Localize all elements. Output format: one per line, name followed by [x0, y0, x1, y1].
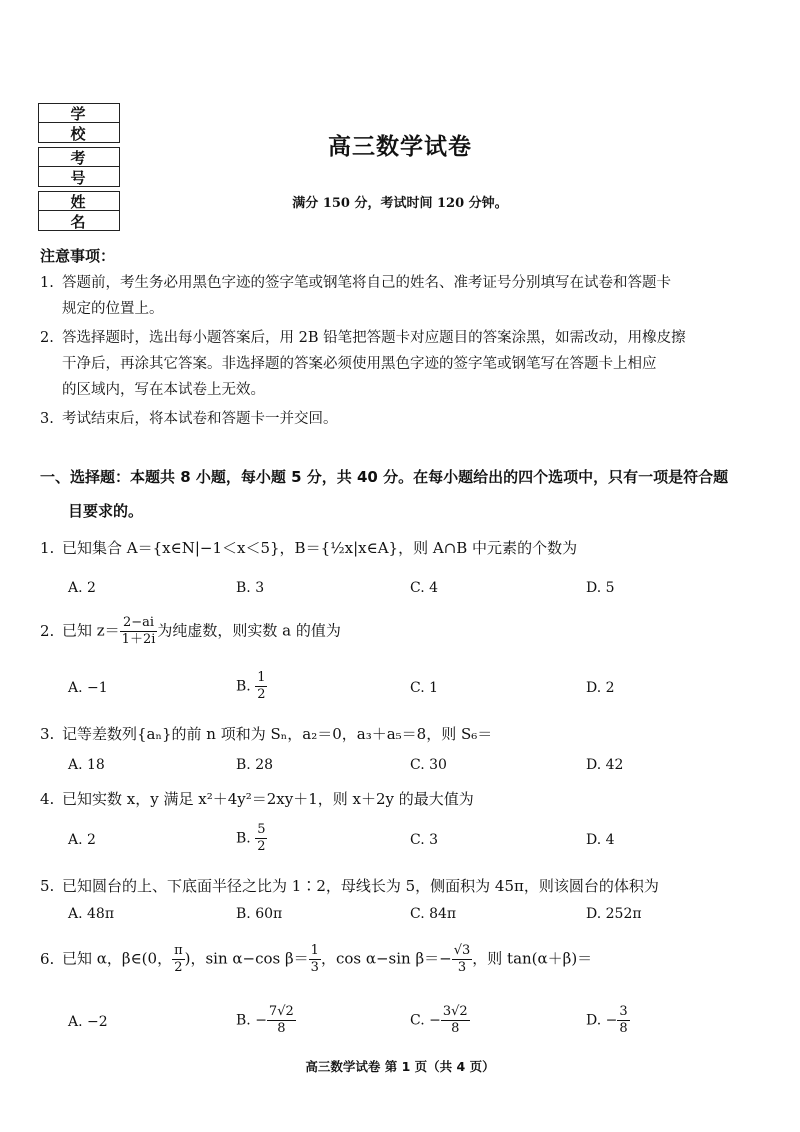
question-2: [40, 615, 760, 648]
fraction: [452, 943, 473, 976]
option-d[interactable]: D. 5: [586, 580, 615, 596]
option-a[interactable]: A. 18: [68, 757, 105, 773]
option-c[interactable]: C. 30: [410, 757, 447, 773]
fraction: [617, 1004, 629, 1037]
question-number: 6.: [40, 949, 55, 968]
fraction-numerator: 3√2: [442, 1004, 468, 1019]
option-c[interactable]: C. 1: [410, 680, 439, 696]
question-stem-part: ，则 tan(α＋β)＝: [472, 949, 593, 968]
notice-num: 2.: [40, 330, 54, 346]
option-b[interactable]: B. 28: [236, 757, 274, 773]
question-number: 4.: [40, 790, 55, 808]
options-4: [68, 822, 768, 862]
fraction-denominator: 3: [310, 960, 319, 975]
question-stem: 已知集合 A＝{x∈N|−1＜x＜5}，B＝{½x|x∈A}，则 A∩B 中元素的个数为: [62, 539, 578, 557]
fraction: [255, 670, 267, 703]
fraction-denominator: 2: [257, 687, 266, 702]
section-line: 目要求的。: [68, 502, 144, 520]
exam-number-label: 考 号: [38, 147, 120, 167]
option-c[interactable]: [410, 1004, 470, 1037]
options-2: [68, 670, 768, 710]
option-b[interactable]: B. 60π: [236, 906, 283, 922]
option-d-letter: D. −: [586, 1012, 618, 1029]
question-stem: 已知圆台的上、下底面半径之比为 1∶2，母线长为 5，侧面积为 45π，则该圆台的体积为: [62, 877, 659, 895]
option-b-letter: B.: [236, 678, 251, 695]
question-3: [40, 723, 760, 744]
section-heading: [40, 460, 760, 528]
notice-num: 1.: [40, 275, 54, 291]
question-1: [40, 537, 760, 558]
fraction-denominator: 8: [277, 1021, 286, 1036]
question-number: 5.: [40, 877, 55, 895]
fraction: [255, 822, 267, 855]
page-footer: 高三数学试卷 第 1 页（共 4 页）: [305, 1059, 495, 1074]
question-6: [40, 943, 760, 976]
option-b[interactable]: [236, 1004, 296, 1037]
page-title: 高三数学试卷: [328, 134, 472, 160]
notice-num: 3.: [40, 411, 54, 427]
question-number: 2.: [40, 621, 55, 640]
option-b-letter: B.: [236, 830, 251, 847]
option-a[interactable]: A. −2: [68, 1014, 108, 1030]
option-b[interactable]: [236, 822, 267, 855]
option-a[interactable]: A. 2: [68, 580, 96, 596]
option-c[interactable]: C. 84π: [410, 906, 457, 922]
option-b[interactable]: [236, 670, 267, 703]
option-d[interactable]: D. 2: [586, 680, 615, 696]
question-number: 1.: [40, 539, 55, 557]
notice-line: 规定的位置上。: [62, 301, 164, 317]
option-a[interactable]: A. −1: [68, 680, 108, 696]
fraction-numerator: 3: [619, 1004, 628, 1019]
notice-line: 答题前，考生务必用黑色字迹的签字笔或钢笔将自己的姓名、准考证号分别填写在试卷和答题卡: [62, 275, 671, 291]
question-5: [40, 875, 760, 896]
fraction: [120, 615, 158, 648]
fraction-numerator: 1: [257, 670, 266, 685]
notice-line: 答选择题时，选出每小题答案后，用 2B 铅笔把答题卡对应题目的答案涂黑，如需改动，用橡皮擦: [62, 330, 686, 346]
fraction-denominator: 2: [257, 839, 266, 854]
question-stem: 记等差数列{aₙ}的前 n 项和为 Sₙ，a₂＝0，a₃＋a₅＝8，则 S₆＝: [62, 725, 493, 743]
question-stem-part: 已知 α，β∈(0，: [62, 949, 173, 968]
exam-subtitle: 满分 150 分，考试时间 120 分钟。: [292, 196, 508, 211]
option-a[interactable]: A. 48π: [68, 906, 115, 922]
options-1: [68, 580, 768, 620]
notice-line: 考试结束后，将本试卷和答题卡一并交回。: [62, 411, 338, 427]
option-a[interactable]: A. 2: [68, 832, 96, 848]
question-stem-part: )，sin α−cos β＝: [184, 949, 309, 968]
question-stem-prefix: 已知 z＝: [62, 621, 120, 640]
option-c[interactable]: C. 4: [410, 580, 439, 596]
fraction: [441, 1004, 470, 1037]
fraction-numerator: 5: [257, 822, 266, 837]
question-stem-suffix: 为纯虚数，则实数 a 的值为: [157, 621, 341, 640]
option-d[interactable]: [586, 1004, 630, 1037]
question-stem-part: ，cos α−sin β＝−: [320, 949, 452, 968]
notice-item: [40, 325, 760, 403]
option-d[interactable]: D. 42: [586, 757, 624, 773]
question-number: 3.: [40, 725, 55, 743]
option-c-letter: C. −: [410, 1012, 441, 1029]
fraction: [267, 1004, 296, 1037]
fraction-denominator: 8: [451, 1021, 460, 1036]
fraction-denominator: 2: [174, 960, 183, 975]
fraction-denominator: 8: [619, 1021, 628, 1036]
option-d[interactable]: D. 4: [586, 832, 615, 848]
options-6: [68, 1004, 768, 1044]
name-label: 姓 名: [38, 191, 120, 211]
school-label: 学 校: [38, 103, 120, 123]
question-4: [40, 788, 760, 809]
fraction-denominator: 3: [457, 960, 467, 975]
section-line: 一、选择题：本题共 8 小题，每小题 5 分，共 40 分。在每小题给出的四个选项中，只有一项是符合题: [40, 468, 729, 486]
fraction: [309, 943, 321, 976]
question-stem: 已知实数 x，y 满足 x²＋4y²＝2xy＋1，则 x＋2y 的最大值为: [62, 790, 474, 808]
option-b[interactable]: B. 3: [236, 580, 265, 596]
notice-line: 干净后，再涂其它答案。非选择题的答案必须使用黑色字迹的签字笔或钢笔写在答题卡上相应: [62, 356, 657, 372]
fraction-numerator: 1: [310, 943, 319, 958]
option-d[interactable]: D. 252π: [586, 906, 642, 922]
student-info-box: [38, 103, 120, 235]
options-5: [68, 906, 768, 946]
notice-line: 的区域内，写在本试卷上无效。: [62, 382, 265, 398]
fraction-numerator: π: [174, 943, 183, 958]
fraction-denominator: 1＋2i: [121, 632, 156, 647]
notice-item: [40, 406, 760, 432]
option-c[interactable]: C. 3: [410, 832, 439, 848]
notice-heading: 注意事项：: [40, 247, 116, 265]
fraction-numerator: 7√2: [268, 1004, 294, 1019]
option-b-letter: B. −: [236, 1012, 267, 1029]
fraction-numerator: 2−ai: [120, 615, 158, 632]
fraction: [172, 943, 185, 976]
notice-item: [40, 270, 760, 322]
fraction-numerator: √3: [453, 943, 471, 958]
